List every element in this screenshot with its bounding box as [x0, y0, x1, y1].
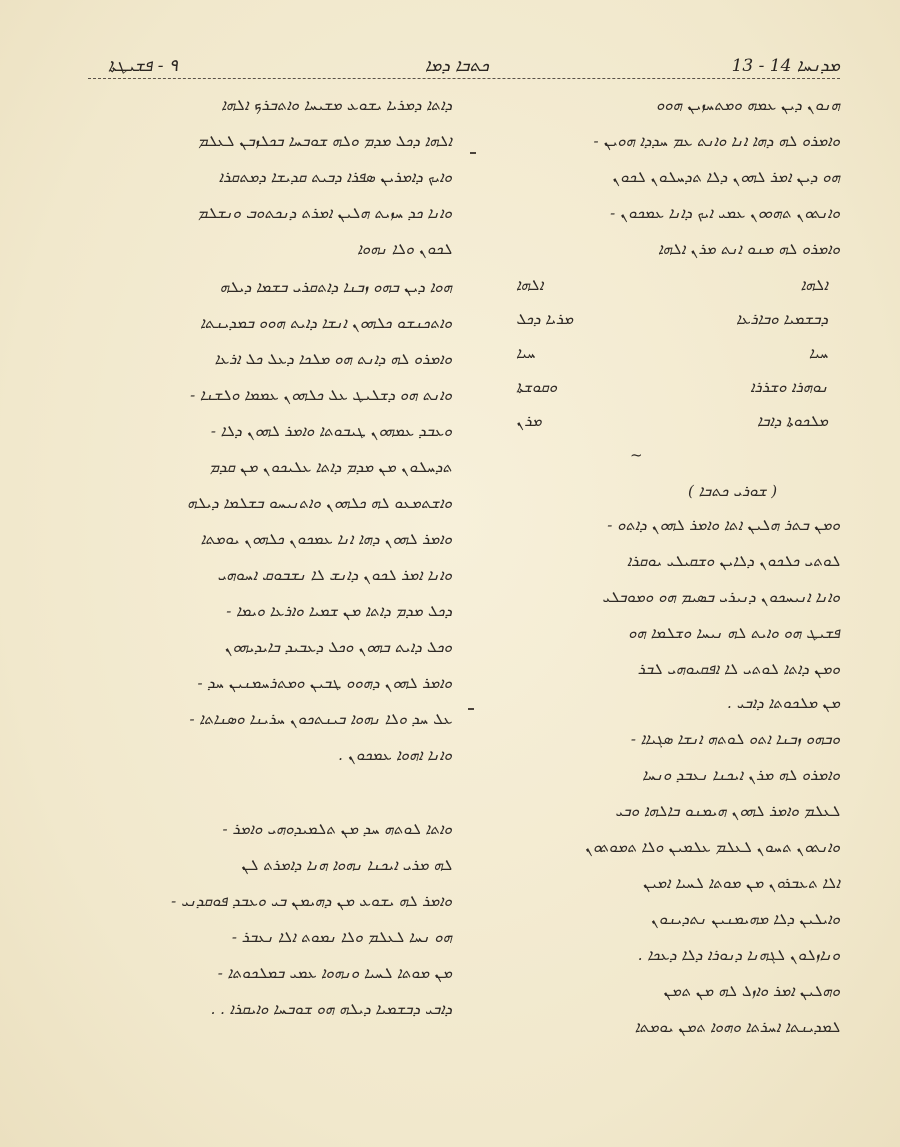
text-line: ܘܗܠܝܢ ܐܡܪ ܘܐܙܠ ܠܗ ܡܢ ܬܡܢ: [663, 982, 840, 1000]
text-line: ܘܐܡܪܘ ܠܗ ܕܐܢܬ ܗܘ ܡܠܟܐ ܕܥܠ ܟܠ ܐܪܥܐ: [214, 350, 452, 368]
table-row: [478, 378, 848, 404]
table-row: [478, 412, 848, 438]
text-line: ܘܐܬܐ ܠܘܬܗ ܚܕ ܡܢ ܬܠܡܝܕܘܗܝ ܘܐܡܪ -: [222, 820, 452, 838]
text-line: ܘܐܢܐ ܐܗܘܐ ܥܡܟܘܢ .: [338, 746, 452, 764]
text-line: ܦܫܝܛ ܗܘ ܘܐܝܬ ܠܗ ܢܝܚܐ ܘܫܠܡܐ ܗܘ: [628, 624, 840, 642]
text-line: ܘܐܢܬܘܢ ܬܚܘܢ ܠܥܠܡ ܥܠܡܝܢ ܘܠܐ ܬܡܘܬܘܢ: [584, 838, 840, 856]
text-line: ܕܐܬܐ ܕܡܪܝܐ ܝܫܘܥ ܡܫܝܚܐ ܘܐܬܒܪܟ ܐܠܗܐ: [221, 96, 452, 114]
text-line: ܘܐܡܪܘ ܠܗ ܡܪܢ ܐܝܟܢܐ ܢܥܒܕ ܘܢܚܐ: [642, 766, 840, 784]
section-divider: ~: [630, 446, 643, 464]
table-header-cell: ܐܠܗܐ: [800, 276, 828, 294]
margin-mark: [470, 152, 476, 154]
text-line: ܘܐܡܪ ܠܗ ܝܫܘܥ ܡܢ ܕܗܝܡܢ ܒܝ ܘܥܒܕ ܦܘܩܕܢܝ -: [171, 892, 452, 910]
text-line: ܘܐܡܪܘ ܠܗ ܡܢܘ ܐܢܬ ܡܪܢ ܐܠܗܐ: [658, 240, 840, 258]
text-line: ܘܐܬܟܢܫܘ ܟܠܗܘܢ ܐܢܫܐ ܕܐܝܬ ܗܘܘ ܒܡܕܝܢܬܐ: [200, 314, 452, 332]
text-line: ܘܐܢܬܘܢ ܬܗܘܘܢ ܥܡܝ ܐܝܟ ܕܐܢܐ ܥܡܟܘܢ -: [610, 204, 840, 222]
text-line: ܘܟܠ ܕܐܝܬ ܒܗܘܢ ܘܟܠ ܕܥܒܝܕ ܒܐܝܕܝܗܘܢ: [224, 638, 452, 656]
text-line: ܗܘ ܢܚܐ ܠܥܠܡ ܘܠܐ ܢܡܘܬ ܐܠܐ ܢܥܒܪ -: [231, 928, 452, 946]
text-line: ܘܐܢܐ ܟܕ ܚܙܝܬ ܗܠܝܢ ܐܡܪܬ ܕܢܟܬܘܒ ܘܢܫܠܡ: [197, 204, 452, 222]
table-cell: ܕܒܫܡܝܐ ܘܒܐܪܥܐ: [736, 310, 828, 328]
text-line: ܬܕܚܠܘܢ ܡܢ ܡܕܡ ܕܐܬܐ ܥܠܝܟܘܢ ܡܢ ܩܕܡ: [209, 458, 452, 476]
header-right: 13 - 14 ܡܕܢܚܐ: [731, 56, 840, 76]
section-caption: ( ܫܘܪܝ ܟܬܒܐ ): [688, 482, 778, 500]
table-row: [478, 310, 848, 336]
text-line: ܠܗ ܡܪܝ ܐܝܟܢܐ ܢܗܘܐ ܗܢܐ ܕܐܡܪܬ ܠܢ: [240, 856, 452, 874]
text-line: ܘܒܗܘ ܙܒܢܐ ܐܬܘ ܠܘܬܗ ܐܢܫܐ ܣܓܝܐܐ -: [630, 730, 840, 748]
text-line: ܗܘ ܕܝܢ ܐܡܪ ܠܗܘܢ ܕܠܐ ܬܕܚܠܘܢ ܠܟܘܢ: [611, 168, 840, 186]
text-line: ܘܥܒܕ ܥܡܗܘܢ ܛܝܒܘܬܐ ܘܐܡܪ ܠܗܘܢ ܕܠܐ -: [210, 422, 452, 440]
table-header-cell: ܐܠܗܐ: [516, 276, 544, 294]
table-row: [478, 344, 848, 370]
text-line: ܠܡܕܝܢܬܐ ܐܚܪܬܐ ܘܗܘܐ ܬܡܢ ܝܘܡܬܐ: [634, 1018, 840, 1036]
table-cell: ܡܪܝܐ ܕܟܠ: [516, 310, 574, 328]
table-cell: ܡܠܟܘܬܐ ܕܐܒܐ: [757, 412, 828, 430]
text-line: ܘܐܢܐ ܐܢܝܚܟܘܢ ܕܢܝܪܝ ܒܣܝܡ ܗܘ ܘܡܘܒܠܝ: [602, 588, 840, 606]
text-line: ܘܐܝܟ ܕܐܡܪܝܢ ܣܦܪܐ ܕܒܝܬ ܩܕܝܫܐ ܕܡܬܩܪܐ: [218, 168, 452, 186]
text-line: ܕܐܒܝ ܕܒܫܡܝܐ ܕܝܠܗ ܗܘ ܫܘܒܚܐ ܘܐܝܩܪܐ . .: [210, 1000, 452, 1018]
text-line: ܘܡܢ ܒܬܪ ܗܠܝܢ ܐܬܐ ܘܐܡܪ ܠܗܘܢ ܕܐܬܘ -: [607, 516, 840, 534]
text-line: ܘܡܢ ܕܐܬܐ ܠܘܬܝ ܠܐ ܐܦܩܝܘܗܝ ܠܒܪ: [637, 660, 840, 678]
text-line: ܡܢ ܡܠܟܘܬܐ ܕܐܒܝ .: [726, 694, 840, 712]
header-rule: [88, 78, 840, 79]
table-cell: ܚܝܐ: [808, 344, 828, 362]
text-line: ܡܢ ܡܘܬܐ ܠܚܝܐ ܘܢܗܘܐ ܥܡܝ ܒܡܠܟܘܬܐ -: [217, 964, 452, 982]
text-line: ܐܠܗܐ ܕܟܠ ܡܕܡ ܘܠܗ ܫܘܒܚܐ ܒܟܠܙܒܢ ܠܥܠܡ: [197, 132, 452, 150]
table-cell: ܡܪܢ: [516, 412, 542, 430]
header-center: ܟܬܒܐ ܕܡܐ: [425, 56, 489, 76]
text-line: ܐܠܐ ܬܥܒܪܘܢ ܡܢ ܡܘܬܐ ܠܚܝܐ ܐܡܝܢ: [642, 874, 840, 892]
margin-mark: [468, 708, 474, 710]
table-cell: ܚܝܐ: [516, 344, 536, 362]
text-line: ܘܢܐܙܠܘܢ ܠܓܗܢܐ ܕܢܘܪܐ ܕܠܐ ܕܥܟܐ .: [637, 946, 840, 964]
text-line: ܘܐܢܐ ܐܡܪ ܠܟܘܢ ܕܐܢܫ ܠܐ ܢܫܒܘܩ ܐܚܘܗܝ: [217, 566, 452, 584]
text-line: ܠܟܘܢ ܘܠܐ ܢܗܘܐ: [357, 240, 452, 258]
text-line: ܘܐܡܪ ܠܗܘܢ ܕܗܘܘ ܛܒܝܢ ܘܡܬܪܚܡܢܝܢ ܚܕ -: [197, 674, 452, 692]
table-header-row: [478, 276, 848, 302]
text-line: ܠܥܠܡ ܘܐܡܪ ܠܗܘܢ ܗܝܡܢܘ ܒܐܠܗܐ ܘܒܝ: [615, 802, 840, 820]
text-line: ܘܐܝܠܝܢ ܕܠܐ ܡܗܝܡܢܝܢ ܢܬܕܝܢܘܢ: [650, 910, 840, 928]
header-left: ٩ - ܦܫܝܛܬܐ: [108, 56, 179, 76]
text-line: ܗܢܘܢ ܕܝܢ ܥܡܗ ܘܡܬܚܙܝܢ ܗܘܘ: [655, 96, 840, 114]
table-cell: ܢܘܗܪܐ ܘܫܪܪܐ: [750, 378, 828, 396]
text-line: ܠܘܬܝ ܟܠܟܘܢ ܕܠܐܝܢ ܘܫܩܝܠܝ ܝܘܩܪܐ: [626, 552, 840, 570]
text-line: ܗܘܐ ܕܝܢ ܒܗܘ ܙܒܢܐ ܕܐܬܩܪܝ ܒܫܡܐ ܕܝܠܗ: [219, 278, 452, 296]
table-cell: ܘܩܘܫܬܐ: [516, 378, 558, 396]
text-line: ܘܐܢܬ ܗܘ ܕܫܠܝܛ ܥܠ ܟܠܗܘܢ ܥܡܡܐ ܘܠܫܢܐ -: [190, 386, 452, 404]
text-line: ܘܐܫܬܡܥܘ ܠܗ ܟܠܗܘܢ ܘܐܬܢܝܚܘ ܒܫܠܡܐ ܕܝܠܗ: [187, 494, 452, 512]
text-line: ܥܠ ܚܕ ܘܠܐ ܢܗܘܐ ܒܝܢܬܟܘܢ ܚܪܝܢܐ ܘܣܢܐܬܐ -: [189, 710, 452, 728]
text-line: ܘܐܡܪܘ ܠܗ ܕܗܐ ܐܢܐ ܘܐܢܬ ܥܡ ܚܕܕܐ ܗܘܝܢ -: [593, 132, 840, 150]
text-line: ܘܐܡܪ ܠܗܘܢ ܕܗܐ ܐܢܐ ܥܡܟܘܢ ܟܠܗܘܢ ܝܘܡܬܐ: [200, 530, 452, 548]
text-line: ܕܟܠ ܡܕܡ ܕܐܬܐ ܡܢ ܫܡܝܐ ܘܐܪܥܐ ܘܝܡܐ -: [226, 602, 452, 620]
